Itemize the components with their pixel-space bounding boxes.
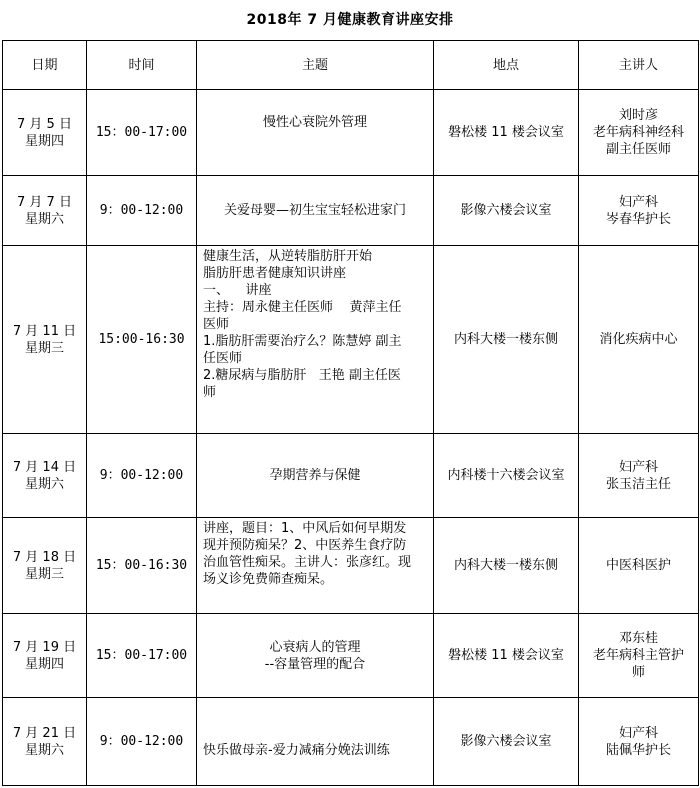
speaker-line: 妇产科 — [618, 459, 658, 475]
date-text: 7 月 19 日 — [12, 639, 77, 655]
topic-line: 脂肪肝患者健康知识讲座 — [203, 266, 347, 281]
table-row — [3, 434, 699, 518]
topic-line: 讲座，题目：1、中风后如何早期发 — [203, 521, 407, 536]
topic-line: 慢性心衰院外管理 — [262, 115, 367, 130]
date-cell — [3, 434, 87, 518]
table-row — [3, 246, 699, 434]
speaker-line: 消化疾病中心 — [599, 332, 678, 347]
table-row — [3, 614, 699, 698]
date-text: 7 月 11 日 — [12, 323, 77, 339]
speaker-line: 师 — [631, 665, 645, 680]
time-cell: 15：00-16:30 — [87, 518, 197, 614]
speaker-cell — [579, 246, 699, 434]
speaker-line: 邓东桂 — [618, 631, 658, 646]
speaker-line: 老年病科神经科 — [592, 125, 684, 140]
topic-cell — [197, 176, 434, 246]
speaker-line: 岑春华护长 — [605, 211, 671, 227]
place-cell: 内科大楼一楼东侧 — [434, 246, 579, 434]
topic-line: 任医师 — [203, 351, 243, 366]
weekday-text: 星期三 — [24, 566, 64, 582]
date-text: 7 月 14 日 — [12, 459, 77, 475]
weekday-text: 星期三 — [24, 340, 64, 356]
topic-cell — [197, 698, 434, 786]
date-text: 7 月 18 日 — [12, 549, 77, 565]
topic-line: 治血管性痴呆。主讲人：张彦红。现 — [203, 555, 412, 570]
table-row — [3, 90, 699, 176]
topic-cell — [197, 90, 434, 176]
topic-line: 1.脂肪肝需要治疗么？陈慧婷 副主 — [203, 334, 402, 349]
table-row — [3, 518, 699, 614]
speaker-line: 老年病科主管护 — [592, 648, 684, 663]
schedule-table — [2, 40, 699, 786]
date-text: 7 月 21 日 — [12, 725, 77, 741]
speaker-line: 妇产科 — [618, 725, 658, 741]
header-time: 时间 — [87, 41, 197, 90]
place-cell: 磐松楼 11 楼会议室 — [434, 90, 579, 176]
header-date: 日期 — [3, 41, 87, 90]
weekday-text: 星期六 — [24, 476, 64, 492]
speaker-line: 副主任医师 — [605, 142, 671, 157]
time-cell: 9：00-12:00 — [87, 176, 197, 246]
topic-line: 主持：周永健主任医师 黄萍主任 — [203, 300, 402, 315]
date-cell — [3, 176, 87, 246]
topic-line: 师 — [203, 385, 217, 400]
header-row — [3, 41, 699, 90]
time-cell: 9：00-12:00 — [87, 434, 197, 518]
place-cell: 影像六楼会议室 — [434, 176, 579, 246]
time-cell: 15:00-16:30 — [87, 246, 197, 434]
date-text: 7 月 7 日 — [17, 194, 72, 210]
time-cell: 15：00-17:00 — [87, 90, 197, 176]
date-cell — [3, 518, 87, 614]
header-topic: 主题 — [197, 41, 434, 90]
topic-line: 健康生活，从逆转脂肪肝开始 — [203, 249, 373, 264]
date-cell — [3, 698, 87, 786]
date-text: 7 月 5 日 — [17, 116, 72, 132]
speaker-line: 刘时彦 — [618, 108, 658, 123]
place-cell: 磐松楼 11 楼会议室 — [434, 614, 579, 698]
date-cell — [3, 246, 87, 434]
topic-line: --容量管理的配合 — [264, 656, 366, 672]
table-row — [3, 698, 699, 786]
place-cell: 内科大楼一楼东侧 — [434, 518, 579, 614]
topic-line: 心衰病人的管理 — [269, 639, 361, 655]
topic-line: 医师 — [203, 317, 230, 332]
speaker-line: 陆佩华护长 — [605, 742, 671, 758]
topic-line: 2.糖尿病与脂肪肝 王艳 副主任医 — [203, 368, 401, 383]
topic-cell — [197, 518, 434, 614]
topic-cell — [197, 614, 434, 698]
weekday-text: 星期四 — [24, 656, 64, 672]
topic-line: 关爱母婴—初生宝宝轻松进家门 — [223, 203, 406, 218]
place-cell: 影像六楼会议室 — [434, 698, 579, 786]
topic-cell — [197, 246, 434, 434]
topic-line: 快乐做母亲-爱力减痛分娩法训练 — [203, 743, 390, 758]
weekday-text: 星期六 — [24, 211, 64, 227]
weekday-text: 星期四 — [24, 133, 64, 149]
page-title: 2018年 7 月健康教育讲座安排 — [246, 12, 454, 28]
topic-line: 一、 讲座 — [203, 283, 272, 298]
weekday-text: 星期六 — [24, 742, 64, 758]
speaker-line: 妇产科 — [618, 194, 658, 210]
speaker-cell — [579, 518, 699, 614]
topic-line: 场义诊免费筛查痴呆。 — [203, 572, 334, 587]
speaker-line: 张玉洁主任 — [605, 476, 671, 492]
date-cell — [3, 614, 87, 698]
date-cell — [3, 90, 87, 176]
speaker-cell — [579, 176, 699, 246]
header-speaker: 主讲人 — [579, 41, 699, 90]
time-cell: 9：00-12:00 — [87, 698, 197, 786]
table-row — [3, 176, 699, 246]
topic-cell — [197, 434, 434, 518]
header-place: 地点 — [434, 41, 579, 90]
speaker-cell — [579, 698, 699, 786]
speaker-cell — [579, 90, 699, 176]
time-cell: 15：00-17:00 — [87, 614, 197, 698]
topic-line: 现并预防痴呆？2、中医养生食疗防 — [203, 538, 407, 553]
topic-line: 孕期营养与保健 — [269, 468, 361, 483]
speaker-cell — [579, 434, 699, 518]
speaker-line: 中医科医护 — [605, 558, 671, 573]
place-cell: 内科楼十六楼会议室 — [434, 434, 579, 518]
speaker-cell — [579, 614, 699, 698]
